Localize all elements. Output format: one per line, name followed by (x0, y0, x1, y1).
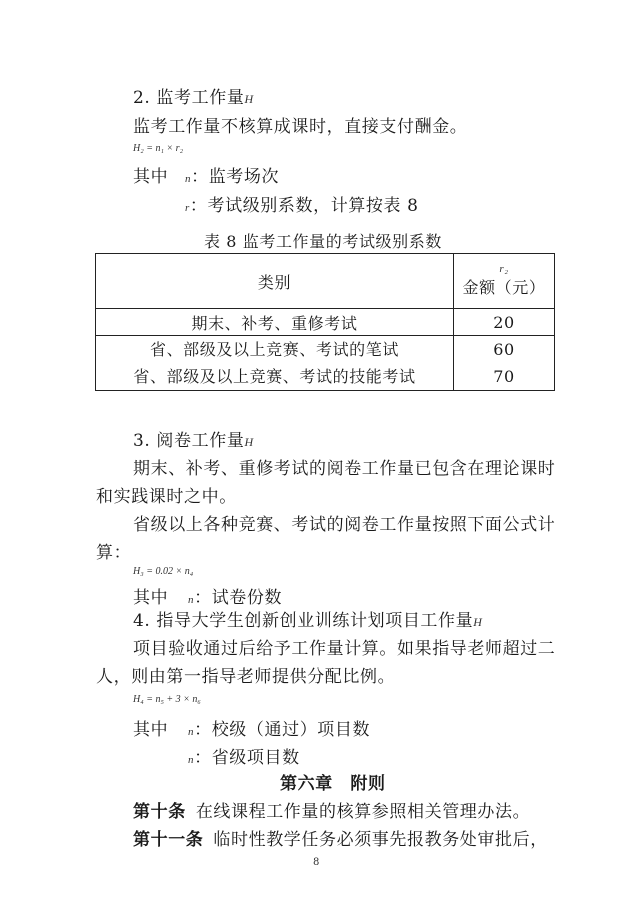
section-2-where-label: 其中 (133, 167, 169, 187)
article-11 (133, 825, 548, 850)
row-amount: 20 (454, 309, 555, 336)
header-category: 类别 (96, 254, 454, 309)
article-11-label: 第十一条 (133, 830, 204, 850)
header-amount-var: r₂ (499, 263, 509, 275)
article-11-text: 临时性教学任务必须事先报教务处审批后， (213, 830, 548, 850)
section-3-where-label: 其中 (133, 588, 169, 608)
section-3-paragraph-2: 省级以上各种竞赛、考试的阅卷工作量按照下面公式计 (133, 515, 556, 535)
section-2-heading: 2. 监考工作量H (133, 88, 254, 108)
section-3-var-n4: n：试卷份数 (188, 588, 283, 608)
section-4-paragraph: 项目验收通过后给予工作量计算。如果指导老师超过二 (133, 639, 556, 659)
table-row (96, 309, 555, 336)
row-amount-group (454, 336, 555, 391)
section-3-formula: H₃ = 0.02 × n₄ (133, 566, 194, 577)
section-2-paragraph: 监考工作量不核算成课时，直接支付酬金。 (133, 117, 468, 137)
section-4-paragraph-cont: 人，则由第一指导老师提供分配比例。 (96, 667, 396, 687)
article-10 (133, 797, 530, 822)
article-10-text: 在线课程工作量的核算参照相关管理办法。 (195, 802, 531, 822)
row-amount: 70 (493, 367, 515, 386)
section-3-paragraph-1: 期末、补考、重修考试的阅卷工作量已包含在理论课时 (133, 459, 556, 479)
section-4-var-n6: n：省级项目数 (188, 748, 300, 768)
header-amount-label: 金额（元） (462, 278, 546, 297)
section-2-var-r2: r：考试级别系数，计算按表 8 (185, 196, 419, 216)
row-category: 省、部级及以上竞赛、考试的笔试 (149, 340, 399, 359)
article-10-label: 第十条 (133, 802, 186, 822)
chapter-title: 第六章 附则 (280, 774, 386, 794)
section-4-formula: H₄ = n₅ + 3 × n₆ (133, 694, 201, 705)
row-amount: 60 (493, 340, 515, 359)
row-category: 省、部级及以上竞赛、考试的技能考试 (133, 367, 416, 386)
table-header-row (96, 254, 555, 309)
section-3-paragraph-2-cont: 算： (96, 543, 132, 563)
section-2-formula: H₂ = n₁ × r₂ (133, 143, 184, 154)
row-category: 期末、补考、重修考试 (96, 309, 454, 336)
page-number: 8 (313, 857, 320, 868)
table-caption: 表 8 监考工作量的考试级别系数 (204, 232, 442, 251)
section-2-var-n1: n：监考场次 (185, 167, 280, 187)
section-4-var-n5: n：校级（通过）项目数 (188, 720, 371, 740)
row-category-group (96, 336, 454, 391)
section-3-paragraph-1-cont: 和实践课时之中。 (96, 487, 237, 507)
workload-coefficient-table (95, 253, 555, 391)
table-row-group (96, 336, 555, 391)
section-4-where-label: 其中 (133, 720, 169, 740)
section-4-heading: 4. 指导大学生创新创业训练计划项目工作量H (133, 611, 483, 631)
section-3-heading: 3. 阅卷工作量H (133, 431, 254, 451)
header-amount (454, 254, 555, 309)
